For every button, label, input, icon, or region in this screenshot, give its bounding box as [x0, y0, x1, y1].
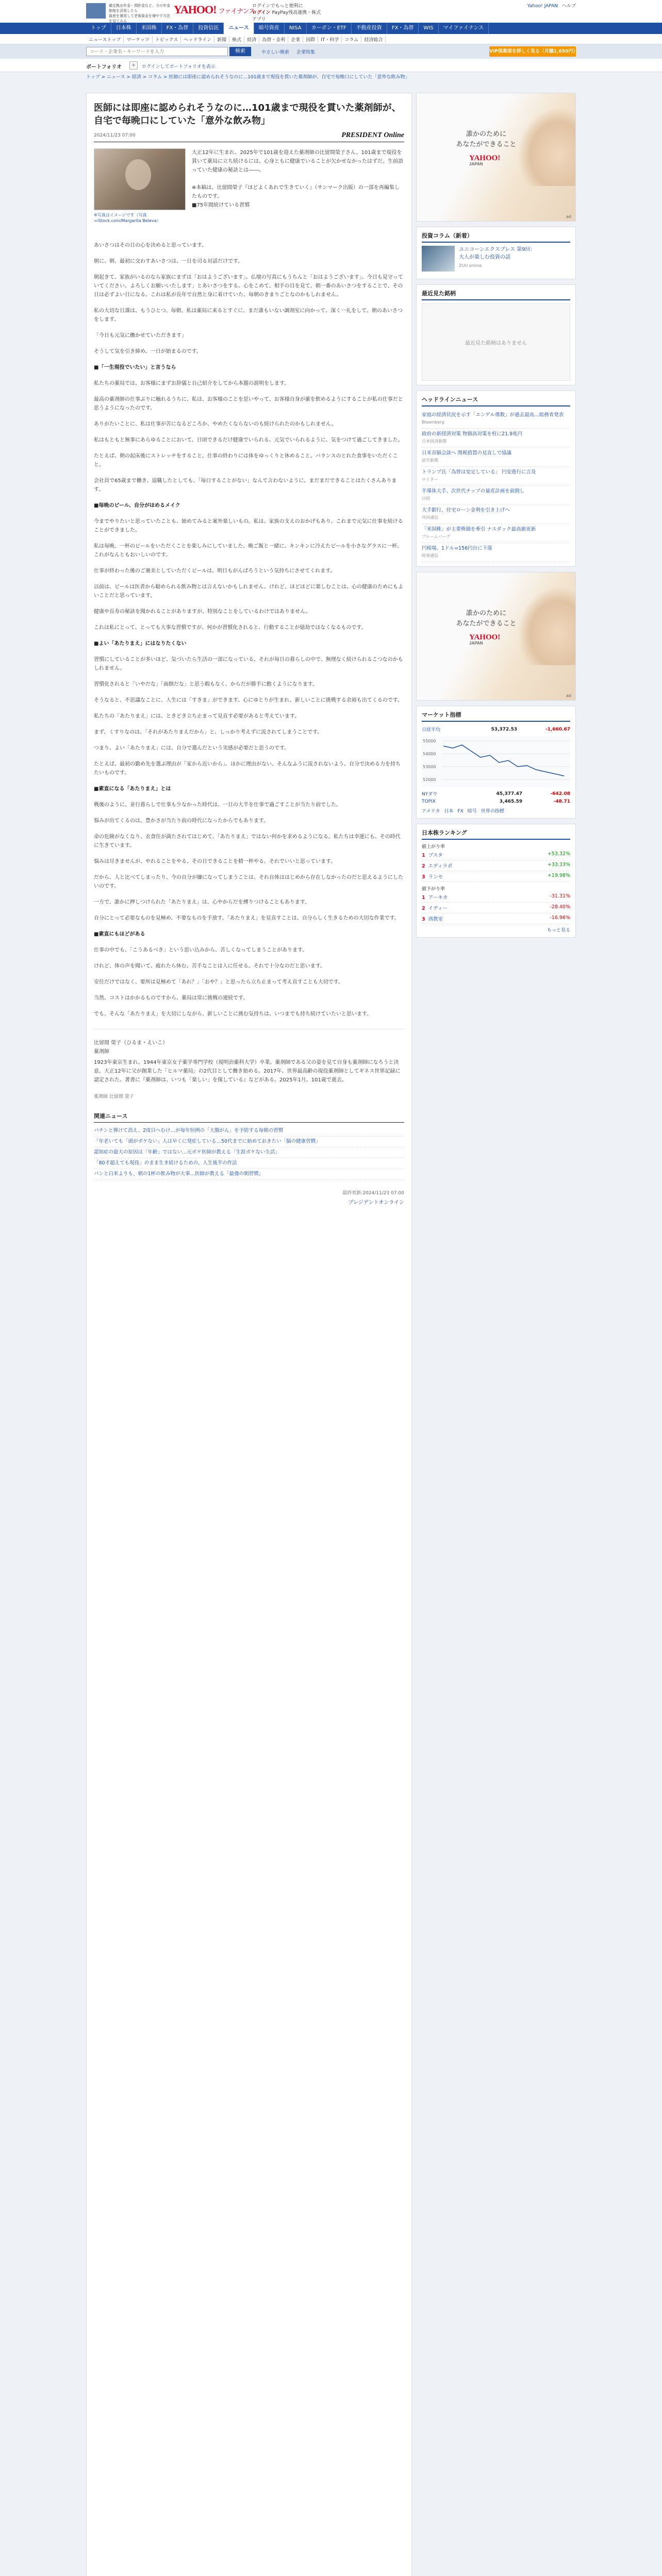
ranking-value: +33.33% [547, 862, 570, 868]
login-line1: ログインでもっと便利に [252, 4, 303, 9]
ad-label-2: ad [566, 693, 571, 698]
ranking-box [416, 824, 576, 938]
ranking-value: +53.32% [547, 851, 570, 857]
article-paragraph: 私の大切な日課は、もうひとつ。毎朝、私は薬局に来るとすぐに、まだ誰もいない調剤室に向かって、深く一礼をして、朝のあいさつをします。 [94, 308, 403, 323]
headline-title: 大手銀行、住宅ローン金利を引き上げへ [422, 507, 510, 513]
article-paragraph: 最高の薬剤師の仕事ぶりに触れるうちに、私は、お客様のことを思いやって、お客様自身が薬を飲めるようにすることが私の仕事だと思うようになったのです。 [94, 397, 403, 411]
article-photo[interactable] [94, 148, 186, 210]
logo-sub: ファイナンス [218, 7, 255, 15]
headline-item[interactable] [422, 448, 570, 467]
subnav-item[interactable]: 株式 [229, 36, 244, 43]
profile-name: 比留間 榮子（ひるま・えいこ） [94, 1040, 168, 1046]
gnav-item[interactable]: 米国株 [137, 23, 162, 34]
vip-club-button[interactable]: VIP倶楽部を詳しく見る（月額1,650円） [489, 46, 576, 57]
ad-logo: YAHOO! JAPAN [469, 154, 501, 166]
article-paragraph: 安住だけではなく、要所は見極めて「あれ？」「おや？」と思ったら立ち止まって考え直すことも大切です。 [94, 979, 343, 985]
ranking-name [422, 851, 443, 858]
photo-caption: ※写真はイメージです（写真=iStock.com/Margarita Beleva） [94, 213, 161, 223]
gnav-item[interactable]: 投資信託 [193, 23, 224, 34]
login-line3: PayPay残高連携・株式アプリ [252, 10, 321, 22]
headline-title: ヘッドラインニュース [422, 395, 570, 406]
ad-label: ad [566, 214, 571, 219]
subnav-item[interactable]: 為替・金利 [259, 36, 288, 43]
ranking-name [422, 915, 443, 922]
subnav-item[interactable]: 経済 [244, 36, 259, 43]
ranking-name [422, 893, 448, 901]
article-paragraph: 朝起きて、家族がいるのなら家族にまずは「おはようございます」。仏壇の写真にもうちんと「おはようございます」。今日も見守っていてください。よろしくお願いいたします」とあいさつをする。心をこめて、相手の目を見て、朝一番のあいさつをすることで、その日は必ずよい日になる。これは私が長年で自然と身に着けていた、毎朝のきまりごとなのかもしれません。 [94, 275, 403, 298]
article-paragraph: 自分にとって必要なものを見極め、不要なものを手放す。「あたりまえ」を見直すことは、自分らしく生きるための大切な作業です。 [94, 916, 400, 921]
headline-title: 家庭の経済状況を示す「エンゲル係数」が過去最高…総務省発表 [422, 412, 564, 418]
headline-item[interactable] [422, 543, 570, 562]
article-body [94, 241, 404, 1019]
headline-source: 時事通信 [422, 553, 438, 558]
article-paragraph: ■素直にもほどがある [94, 931, 145, 937]
article-paragraph: 仕事が終わった後のご褒美としていただくビールは、明日もがんばろうという気持ちにさせてくれます。 [94, 568, 336, 574]
market-row-nikkei[interactable]: 日経平均 53,372.53 -1,660.67 [422, 726, 570, 733]
ranking-name [422, 873, 443, 880]
easy-search-link[interactable]: やさしい検索 [261, 50, 290, 55]
gnav-item[interactable]: トップ [86, 23, 111, 34]
related-news-item[interactable]: パンと白米よりも、朝の1杯の飲み物が大事…医師が教える「最強の朝習慣」 [94, 1169, 404, 1180]
market-sub-link[interactable]: 世界の指標 [481, 809, 504, 814]
ranking-rank: 2 [422, 906, 425, 911]
gnav-item[interactable]: 暗号資産 [254, 23, 285, 34]
ad-text: 誰かのために あなたができること [456, 130, 517, 148]
article-paragraph: ありがたいことに、私は仕事が苦になるどころか、やめたくならないのも続けられたのかもしれません。 [94, 421, 337, 427]
global-nav [0, 23, 662, 34]
ranking-rank: 2 [422, 863, 425, 869]
article-paragraph: まず、くすりなのは、「それがあたりまえだから」と、しっかり考えずに流されてしまうことです。 [94, 730, 323, 735]
headline-item[interactable] [422, 429, 570, 448]
article-paragraph: 仕事の中でも、「こうあるべき」という思い込みから、苦しくなってしまうことがあります。 [94, 947, 308, 953]
subnav-item[interactable]: 国際 [303, 36, 318, 43]
ranking-rank: 1 [422, 853, 425, 858]
author-profile [94, 1029, 404, 1101]
ranking-row[interactable] [422, 850, 570, 860]
search-input[interactable] [86, 47, 228, 56]
article-paragraph: 私たちの「あたりまえ」には、ときどき立ち止まって見直す必要があると考えています。 [94, 714, 300, 719]
article-paragraph: 習慣にしていることが多いほど、気づいたら生活の一部になっている。それが毎日の暮らしの中で、無理なく続けられるこつなのかもしれません。 [94, 657, 403, 671]
logo-text: YAHOO! [174, 3, 217, 16]
login-link[interactable] [252, 10, 324, 23]
headline-title: 政府の新経済対策 物価高対策を柱に21.9兆円 [422, 431, 523, 437]
article-paragraph: だから、人と比べてしまったり、今の自分が嫌になってしまうことは、それ自体ははじめから存在しなかったのだと思えるようにしたいのです。 [94, 875, 403, 889]
yahoo-finance-logo[interactable] [174, 3, 255, 16]
article-paragraph: 会社員で65歳まで働き、退職したとしても、「毎日することがない」なんて言わないように。まだまだできることはたくさんあります。 [94, 478, 397, 493]
article-paragraph: 悩みが出てくるのは、豊かさが当たり前の時代になったからでもあります。 [94, 818, 269, 824]
ranking-row[interactable] [422, 892, 570, 903]
column-item-title: ユニコーンエクスプレス 第9回： 大人が楽しむ投資の話 [459, 247, 536, 260]
breadcrumb [0, 72, 662, 82]
article-paragraph: たとえば、朝の起床後にストレッチをすること。仕事の終わりには体をゆっくりと休めること。バランスのとれた食事をいただくこと。 [94, 453, 398, 468]
source-logo[interactable]: PRESIDENT Online [341, 131, 404, 139]
market-sub-link[interactable]: FX [457, 809, 464, 814]
gnav-item[interactable]: NISA [285, 23, 307, 34]
gnav-item[interactable]: カーボン・ETF [307, 23, 352, 34]
article-paragraph: これは私にとって、とっても大事な習慣ですが、何かが習慣化されると、行動することが億劫ではなくなるものです。 [94, 625, 367, 631]
ad-logo-2: YAHOO! JAPAN [469, 633, 501, 646]
ranking-name [422, 862, 452, 869]
article-paragraph: 健康や長寿の秘訣を聞かれることがありますが、特別なことをしているわけではありません。 [94, 609, 311, 615]
gnav-item[interactable]: 不動産投資 [352, 23, 387, 34]
ranking-tab-up[interactable]: 値上がり率 [422, 844, 445, 850]
headline-source: 共同通信 [422, 515, 438, 520]
market-row-topix[interactable]: TOPIX 3,465.59 -48.71 [422, 799, 570, 804]
headline-title: 日米首脳会談へ 関税措置の見直しで協議 [422, 450, 512, 456]
subnav-item[interactable]: ヘッドライン [181, 36, 214, 43]
login-area [252, 3, 324, 23]
promo-text[interactable]: 確定拠出年金・預貯金など、今の年金制度を活用したら 資産を運用して老後資金を増やす方法を見てみる [109, 4, 170, 23]
sidebar-ad-2[interactable] [416, 572, 576, 701]
headline-item[interactable] [422, 505, 570, 524]
gnav-item[interactable]: WIS [419, 23, 438, 34]
gnav-item[interactable]: ニュース [224, 23, 254, 34]
article-paragraph: 悩みは尽きませんが、やれることをやる。その日できることを精一杯やる。それでいいと思っています。 [94, 859, 336, 865]
market-sub-link[interactable]: 暗号 [467, 809, 477, 814]
article-paragraph: たとえば、最初の勤め先を選ぶ理由が「家から近いから」、ほかに理由がない。そんなふうに流されないよう、自分で決める力を持ちたいものです。 [94, 761, 401, 776]
article-paragraph: つまり、よい「あたりまえ」には、自分で選んだという実感が必要だと思うのです。 [94, 745, 290, 751]
author-line: 薬剤師 比留間 榮子 [94, 1094, 134, 1099]
search-button[interactable]: 検索 [229, 47, 251, 56]
article-paragraph: 戦後のように、並行暮らしで仕事も少なかった時代は、一日の大半を仕事で過ごすことが当たり前でした。 [94, 802, 341, 808]
ranking-row[interactable] [422, 860, 570, 871]
profile-text: 1923年東京生まれ。1944年東京女子薬学専門学校（現明治薬科大学）卒業。薬剤師である父の姿を見て自身も薬剤師になろうと決意。大正12年に父が創業した「ヒルマ薬局」の2代目として働き始める。2017年、世界最高齢の現役薬剤師としてギネス世界記録に認定された。著書に『薬剤師は、いつも「楽しい」を探している』などがある。2025年1月、101歳で逝去。 [94, 1060, 401, 1083]
ranking-rank: 3 [422, 917, 425, 922]
market-title: マーケット指標 [422, 710, 570, 722]
subnav-item[interactable]: IT・科学 [318, 36, 342, 43]
ranking-stock: 西教室 [428, 917, 443, 922]
article-date: 2024/11/23 07:00 [94, 133, 136, 138]
profile-role: 薬剤師 [94, 1049, 109, 1055]
market-sub-link[interactable]: アメリカ [422, 809, 440, 814]
breadcrumb-text[interactable]: トップ > ニュース > 経済 > コラム > 医師には即座に認められそうなのに…101歳まで現役を貫いた薬剤師が、自宅で毎晩口にしていた「意外な飲み物」 [86, 75, 410, 80]
svg-text:52000: 52000 [423, 777, 436, 782]
ranking-row[interactable] [422, 903, 570, 913]
gnav-item[interactable]: 日本株 [111, 23, 137, 34]
help-link[interactable]: ヘルプ [561, 4, 576, 9]
recent-title: 最近見た銘柄 [422, 289, 570, 300]
article-paragraph: 当然、コストはかかるものですから、薬局は常に挑戦の連続です。 [94, 995, 249, 1001]
article-paragraph: 私はもともと無事にあらゆることにおいて、日頃できるだけ健康でいられる、元気でいられるように、気をつけて過ごしてきました。 [94, 437, 403, 443]
ranking-stock: エディラボ [428, 863, 453, 869]
subnav-item[interactable]: 経済総合 [361, 36, 386, 43]
column-item[interactable] [422, 246, 570, 275]
ranking-rank: 3 [422, 874, 425, 880]
updated-date: 最終更新:2024/11/23 07:00 [342, 1191, 404, 1196]
subnav-item[interactable]: マーケッツ [124, 36, 153, 43]
market-row-dow[interactable]: NYダウ 45,377.47 -642.08 [422, 791, 570, 797]
ranking-stock: ブスタ [428, 853, 443, 858]
article-lead [94, 148, 404, 241]
article-paragraph: でも、そんな「あたりまえ」を大切にしながら、新しいことに挑む気持ちは、いつまでも持ち続けていたいと思います。 [94, 1011, 372, 1017]
gnav-item[interactable]: マイファイナンス [439, 23, 489, 34]
column-box [416, 227, 576, 279]
gnav-item[interactable]: FX・為替 [387, 23, 419, 34]
subnav-item[interactable]: ニューストップ [86, 36, 124, 43]
article-paragraph: ■「一生現役でいたい」と言うなら [94, 365, 176, 370]
related-news-item[interactable]: 「80才超えても現役」のまま生き続けるための、人生後半の作法 [94, 1158, 404, 1169]
article-paragraph: 以前は、ビールは医者から勧められる飲み物とは言えないかもしれません。けれど、ほどほどに楽しむことは、心の健康のためにもよいことだと思っています。 [94, 584, 403, 599]
headline-box [416, 391, 576, 567]
article-meta [94, 131, 404, 142]
article-paragraph: あいさつはその日の心を決めると思っています。 [94, 243, 207, 248]
related-news-item[interactable]: 「年老いても「頭がボケない」人は早くに発症している…50代までに始めておきたい「脳の健康習慣」 [94, 1137, 404, 1147]
portfolio-bar [0, 59, 662, 72]
ranking-value: -28.40% [550, 904, 570, 910]
article-paragraph: 朝に、朝、最初に交わすあいさつは、一日を司る対話だけです。 [94, 259, 243, 264]
ranking-title: 日本株ランキング [422, 828, 570, 840]
portfolio-login-link[interactable]: ログインしてポートフォリオを表示 [142, 64, 216, 70]
sidebar-ad-1[interactable] [416, 93, 576, 222]
lead-text: 大正12年に生まれ、2025年で101歳を迎えた薬剤師の比留間榮子さん。101歳まで現役を貫いて薬局に立ち続けるには、心身ともに健康でいることが欠かせなかったはずだ。生前語っていた健康の秘訣とは――。 ※本稿は、比留間榮子『ほどよくあれで生きていく』（サンマーク出版）の一部を再編集したものです。 ■75年間続けている習慣 [192, 150, 403, 208]
ranking-row[interactable] [422, 871, 570, 882]
headline-source: 読売新聞 [422, 458, 438, 463]
column-title: 投資コラム（新着） [422, 231, 570, 243]
ranking-stock: ランセ [428, 874, 443, 880]
site-header [0, 0, 662, 23]
market-box [416, 706, 576, 819]
svg-text:55000: 55000 [423, 739, 436, 743]
headline-title: 「米国株」が主要株価を牽引 ナスダック最高値更新 [422, 527, 536, 532]
article-paragraph: ■よい「あたりまえ」にはなりたくない [94, 641, 187, 647]
headline-source: ロイター [422, 477, 438, 482]
search-links [261, 48, 322, 55]
related-news [94, 1112, 404, 1180]
ranking-stock: イディー [428, 906, 448, 911]
ranking-rank: 1 [422, 895, 425, 901]
svg-text:54000: 54000 [423, 752, 436, 756]
article-column [86, 93, 412, 2576]
article-paragraph: 習慣化されると「いやだな」「面倒だな」と思う暇もなく、からだが勝手に動くようになります。 [94, 682, 318, 687]
headline-source: 日経 [422, 496, 430, 501]
recent-empty: 最近見た銘柄はありません [422, 303, 570, 381]
ranking-stock: アーキカ [428, 895, 448, 901]
market-sub-link[interactable]: 日本 [444, 809, 454, 814]
ranking-row[interactable] [422, 913, 570, 924]
article-paragraph: ■毎晩のビール、自分がほめるメイク [94, 503, 180, 509]
column-source: ZUU online [459, 263, 482, 268]
portfolio-label: ポートフォリオ [86, 64, 122, 70]
subnav-item[interactable]: 企業 [288, 36, 303, 43]
article-paragraph: そうなると、不思議なことに、人生には「すきま」ができます。心にゆとりが生まれ、新しいことに挑戦する余裕も出てくるのです。 [94, 698, 403, 703]
headline-item[interactable] [422, 486, 570, 505]
svg-text:53000: 53000 [423, 765, 436, 769]
recent-stocks-box [416, 284, 576, 385]
article-paragraph: 私は毎晩、一杯のビールをいただくことを楽しみにしていました。晩ご飯と一緒に、キンキンに冷えたビールを小さなグラスに一杯。これがなんともおいしいのです。 [94, 544, 403, 558]
headline-title: 円相場、1ドル=156円台に下落 [422, 546, 492, 551]
sidebar [416, 93, 576, 2576]
headline-item[interactable] [422, 410, 570, 429]
login-link-label: ログイン [252, 10, 271, 15]
headline-item[interactable] [422, 524, 570, 543]
article-title: 医師には即座に認められそうなのに…101歳まで現役を貫いた薬剤師が、自宅で毎晩口にしていた「意外な飲み物」 [94, 103, 401, 126]
search-bar [0, 44, 662, 59]
ranking-value: -31.31% [550, 893, 570, 899]
portfolio-toggle[interactable]: + [129, 61, 138, 70]
article-paragraph: 命の危険がなくなり、衣食住が満たされてはじめて、「あたりまえ」ではない何かを求めるようになる。私たちは幸運にも、その時代に生きています。 [94, 834, 401, 849]
article-paragraph: 今までやりたいと思っていたことも、始めてみると案外楽しいもの。私は、家族の支えのおかげもあり、これまで元気に仕事を続けることができました。 [94, 519, 403, 533]
presented-by[interactable]: プレジデントオンライン [348, 1200, 404, 1206]
subnav-item[interactable]: 新聞 [214, 36, 229, 43]
subnav-item[interactable]: コラム [342, 36, 361, 43]
feature-link[interactable]: 企業特集 [296, 50, 316, 55]
column-thumbnail [422, 246, 455, 272]
gnav-item[interactable]: FX・為替 [162, 23, 194, 34]
headline-item[interactable] [422, 467, 570, 486]
headline-title: 半導体大手、次世代チップの量産計画を前倒し [422, 488, 525, 494]
headline-source: ブルームバーグ [422, 534, 451, 539]
subnav-item[interactable]: トピックス [153, 36, 181, 43]
market-chart [422, 736, 570, 787]
related-title: 関連ニュース [94, 1112, 404, 1123]
article-paragraph: ■素直になる「あたりまえ」とは [94, 786, 171, 792]
related-news-item[interactable]: パチンと弾けて消え、2度目へむけ…が毎年恒例の「大腸がん」を予防する毎朝の習慣 [94, 1126, 404, 1137]
article-paragraph: 私たちの薬局では、お客様にまずお辞儀と自己紹介をしてから本題の説明をします。 [94, 381, 290, 386]
promo-thumbnail[interactable] [86, 3, 106, 19]
headline-source: 日本経済新聞 [422, 439, 446, 444]
headline-source: Bloomberg [422, 420, 444, 425]
sub-nav [0, 34, 662, 44]
related-news-item[interactable]: 認知症の最大の原因は「年齢」ではない…元ボケ医師が教える「生涯ボケない生活」 [94, 1147, 404, 1158]
ranking-name [422, 904, 448, 911]
article-paragraph: そうして気を引き締め、一日が始まるのです。 [94, 349, 202, 354]
ranking-more[interactable]: もっと見る [547, 928, 570, 933]
article-paragraph: 「今日も元気に働かせていただきます」 [94, 333, 187, 338]
ranking-value: +19.98% [547, 873, 570, 878]
article-paragraph: 一方で、誰かに押しつけられた「あたりまえ」は、心やからだを縛りつけることもあります。 [94, 900, 310, 905]
headline-title: トランプ氏「為替は安定している」 円安進行に言及 [422, 469, 536, 475]
ranking-value: -16.96% [550, 915, 570, 921]
yahoo-japan-link[interactable]: Yahoo! JAPAN [527, 4, 558, 9]
ranking-tab-down[interactable]: 値下がり率 [422, 887, 445, 892]
ad-text-2: 誰かのために あなたができること [456, 609, 517, 628]
header-links [523, 2, 576, 9]
article-paragraph: けれど、体の声を聞いて、疲れたら休む。苦手なことは人に任せる。それで十分なのだと思います。 [94, 963, 325, 969]
